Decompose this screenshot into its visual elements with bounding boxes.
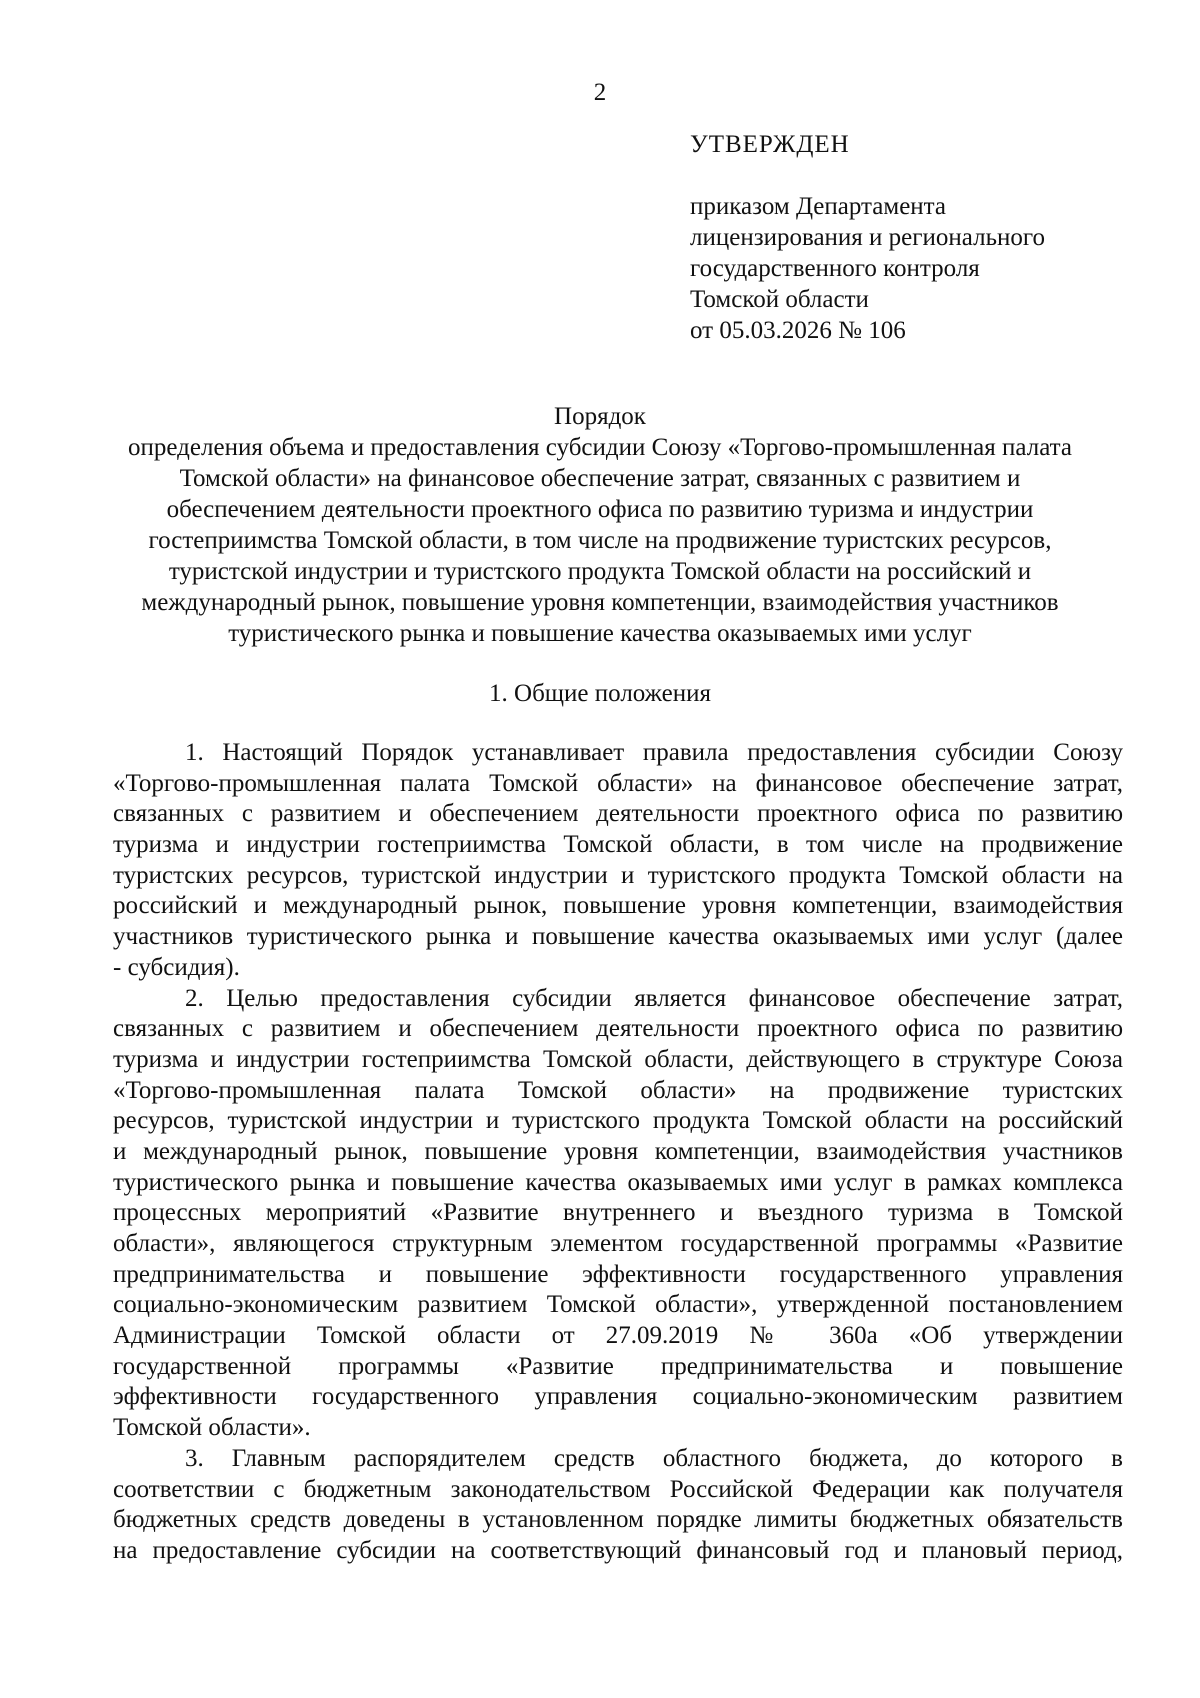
paragraph-line: и международный рынок, повышение уровня компетенции, взаимодействия участников xyxy=(113,1137,1123,1165)
document-subtitle xyxy=(100,432,1100,649)
subtitle-line: обеспечением деятельности проектного офиса по развитию туризма и индустрии xyxy=(166,496,1034,523)
paragraph-line: участников туристического рынка и повышение качества оказываемых ими услуг (далее xyxy=(113,923,1123,951)
paragraph-line: туристического рынка и повышение качества оказываемых ими услуг в рамках комплекса xyxy=(113,1168,1123,1196)
paragraph-line: процессных мероприятий «Развитие внутреннего и въездного туризма в Томской xyxy=(113,1199,1123,1227)
paragraph-line: 2. Целью предоставления субсидии является финансовое обеспечение затрат, xyxy=(185,984,1123,1012)
paragraph-line: «Торгово-промышленная палата Томской области» на продвижение туристских xyxy=(113,1076,1123,1104)
approval-line: приказом Департамента xyxy=(690,193,946,220)
paragraph-line: эффективности государственного управления социально-экономическим развитием xyxy=(113,1383,1123,1411)
subtitle-line: международный рынок, повышение уровня компетенции, взаимодействия участников xyxy=(141,589,1059,616)
page-number: 2 xyxy=(593,79,607,106)
approval-details xyxy=(690,191,1160,346)
paragraph-line: государственной программы «Развитие предпринимательства и повышение xyxy=(113,1352,1123,1380)
paragraph-line: предпринимательства и повышение эффективности государственного управления xyxy=(113,1260,1123,1288)
subtitle-line: Томской области» на финансовое обеспечение затрат, связанных с развитием и xyxy=(179,465,1021,492)
paragraph-line: области», являющегося структурным элементом государственной программы «Развитие xyxy=(113,1230,1123,1257)
approval-line: лицензирования и регионального xyxy=(690,224,1045,251)
paragraph-line: российский и международный рынок, повышение уровня компетенции, взаимодействия xyxy=(113,892,1123,920)
body-text xyxy=(113,738,1123,1567)
subtitle-line: определения объема и предоставления субсидии Союзу «Торгово-промышленная палата xyxy=(128,434,1072,461)
paragraph-line: 3. Главным распорядителем средств областного бюджета, до которого в xyxy=(185,1444,1123,1472)
paragraph-line: социально-экономическим развитием Томской области», утвержденной постановлением xyxy=(113,1291,1123,1319)
paragraph-line: 1. Настоящий Порядок устанавливает правила предоставления субсидии Союзу xyxy=(185,739,1123,766)
paragraph-1 xyxy=(113,738,1123,984)
approval-title: УТВЕРЖДЕН xyxy=(690,131,850,158)
document-title: Порядок xyxy=(554,403,646,430)
paragraph-line: бюджетных средств доведены в установленном порядке лимиты бюджетных обязательств xyxy=(113,1506,1123,1534)
approval-date-number: от 05.03.2026 № 106 xyxy=(690,317,906,344)
paragraph-line: «Торгово-промышленная палата Томской области» на финансовое обеспечение затрат, xyxy=(113,769,1123,797)
paragraph-line: туризма и индустрии гостеприимства Томской области, действующего в структуре Союза xyxy=(113,1045,1123,1073)
approval-line: государственного контроля xyxy=(690,255,980,282)
paragraph-line: соответствии с бюджетным законодательством Российской Федерации как получателя xyxy=(113,1475,1123,1503)
paragraph-line: туристских ресурсов, туристской индустрии и туристского продукта Томской области на xyxy=(113,861,1123,889)
section-heading: 1. Общие положения xyxy=(489,680,711,707)
paragraph-line: связанных с развитием и обеспечением деятельности проектного офиса по развитию xyxy=(113,1015,1123,1043)
paragraph-line: на предоставление субсидии на соответствующий финансовый год и плановый период, xyxy=(113,1536,1123,1564)
subtitle-line: туристской индустрии и туристского продукта Томской области на российский и xyxy=(168,558,1032,585)
paragraph-line: Томской области». xyxy=(113,1414,311,1442)
paragraph-line: туризма и индустрии гостеприимства Томской области, в том числе на продвижение xyxy=(113,831,1123,859)
subtitle-line: гостеприимства Томской области, в том числе на продвижение туристских ресурсов, xyxy=(148,527,1052,554)
approval-line: Томской области xyxy=(690,286,869,313)
paragraph-line: связанных с развитием и обеспечением деятельности проектного офиса по развитию xyxy=(113,800,1123,828)
subtitle-line: туристического рынка и повышение качества оказываемых ими услуг xyxy=(228,620,972,647)
paragraph-3 xyxy=(113,1444,1123,1567)
paragraph-line: ресурсов, туристской индустрии и туристского продукта Томской области на российский xyxy=(113,1107,1123,1135)
paragraph-2 xyxy=(113,984,1123,1444)
paragraph-line: Администрации Томской области от 27.09.2019 № 360а «Об утверждении xyxy=(113,1322,1123,1350)
paragraph-line: - субсидия). xyxy=(113,953,240,981)
